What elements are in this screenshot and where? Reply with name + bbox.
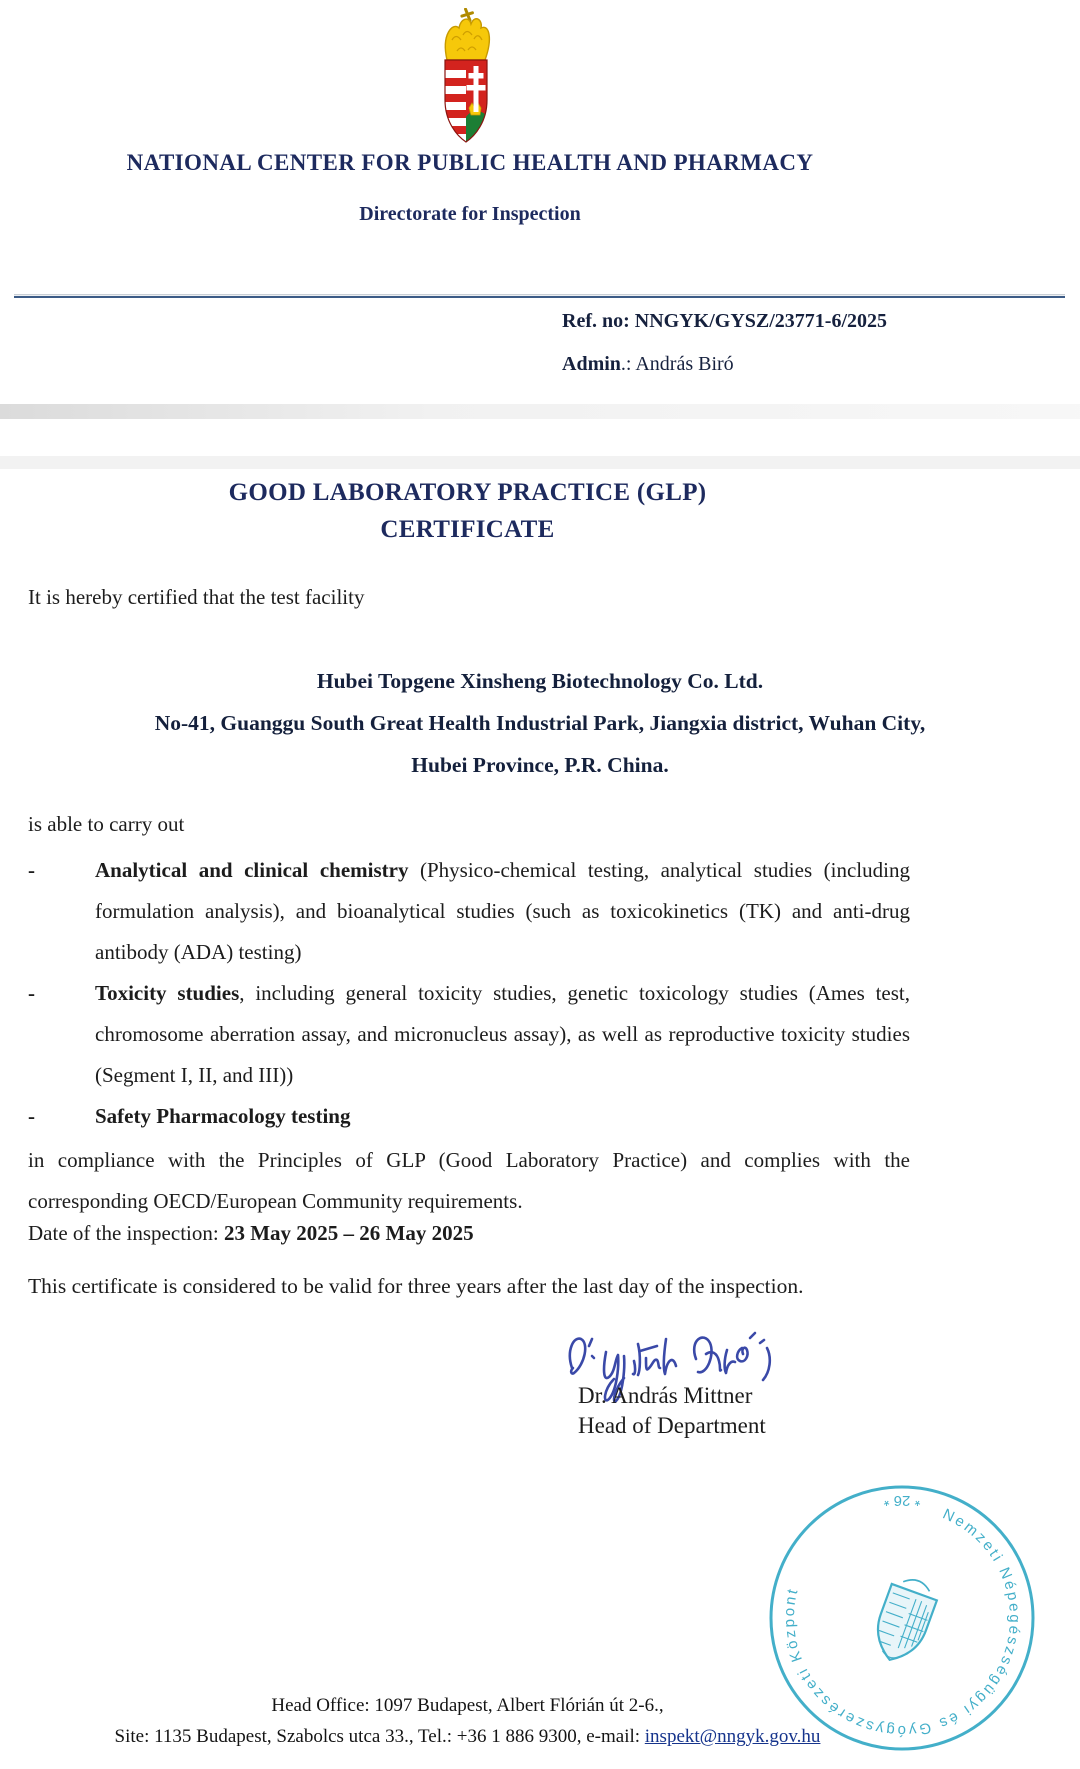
bullet-dash: -: [28, 981, 35, 1005]
facility-block: [35, 660, 1045, 786]
footer-head-office: Head Office: 1097 Budapest, Albert Flórián út 2-6.,: [271, 1695, 664, 1716]
bullet-dash: -: [28, 1104, 35, 1128]
bullet-dash: -: [28, 858, 35, 882]
coat-of-arms-graphic: [433, 8, 499, 148]
carry-out-text: is able to carry out: [28, 812, 185, 836]
facility-address-2: Hubei Province, P.R. China.: [411, 753, 669, 777]
facility-name: Hubei Topgene Xinsheng Biotechnology Co. Ltd.: [316, 669, 764, 693]
stamp-ring-text: Nemzeti Népegészségügyi és Gyógyszerészeti Központ: [780, 1505, 1024, 1740]
validity-text: This certificate is considered to be valid for three years after the last day of the inspection.: [28, 1274, 804, 1298]
scope-bold: Toxicity studies: [95, 981, 240, 1005]
stamp-number: * 26 *: [883, 1492, 921, 1509]
hungarian-coat-of-arms: [433, 8, 499, 153]
scan-artifact-band: [0, 456, 1080, 469]
list-item: [28, 973, 910, 1096]
intro-text: It is hereby certified that the test facility: [28, 585, 365, 609]
org-department: Directorate for Inspection: [359, 203, 581, 225]
scope-rest: (Physico-chemical testing, analytical studies (including formulation analysis), and bioanalytical studies (such as toxicokinetics (TK) and anti-drug antibody (ADA) testing): [95, 858, 910, 964]
reference-block: [562, 300, 887, 386]
ref-number: Ref. no: NNGYK/GYSZ/23771-6/2025: [562, 310, 887, 332]
list-item: [28, 1096, 910, 1137]
scope-rest: , including general toxicity studies, genetic toxicology studies (Ames test, chromosome aberration assay, and micronucleus assay), as well as reproductive toxicity studies (Segment I, II, and III)): [95, 981, 910, 1087]
admin-line: [562, 343, 887, 386]
inspection-date-line: [28, 1221, 928, 1246]
compliance-text: in compliance with the Principles of GLP (Good Laboratory Practice) and complies with the corresponding OECD/European Community requirements.: [28, 1148, 910, 1213]
org-name: NATIONAL CENTER FOR PUBLIC HEALTH AND PHARMACY: [126, 150, 814, 175]
signer-name: Dr. András Mittner: [578, 1383, 753, 1408]
footer: [0, 1690, 935, 1752]
inspection-date-label: Date of the inspection:: [28, 1221, 224, 1245]
scan-artifact-band: [0, 404, 1080, 419]
admin-label: Admin: [562, 353, 621, 375]
admin-value: .: András Biró: [620, 353, 734, 375]
footer-site-prefix: Site: 1135 Budapest, Szabolcs utca 33., Tel.: +36 1 886 9300, e-mail:: [114, 1726, 645, 1747]
stamp-center-emblem: [867, 1573, 941, 1668]
inspection-date-value: 23 May 2025 – 26 May 2025: [223, 1221, 474, 1245]
certificate-title-line1: GOOD LABORATORY PRACTICE (GLP): [228, 479, 707, 506]
signer-title: Head of Department: [578, 1413, 766, 1438]
scope-bold: Safety Pharmacology testing: [95, 1104, 351, 1128]
list-item: [28, 850, 910, 973]
facility-address-1: No-41, Guanggu South Great Health Industrial Park, Jiangxia district, Wuhan City,: [154, 711, 926, 735]
certificate-title-line2: CERTIFICATE: [380, 516, 555, 543]
certificate-title: [0, 474, 935, 548]
scope-list: [28, 850, 910, 1137]
email-link[interactable]: inspekt@nngyk.gov.hu: [644, 1726, 821, 1747]
scope-bold: Analytical and clinical chemistry: [95, 858, 409, 882]
footer-site-line: [0, 1721, 935, 1752]
header-divider: [14, 294, 1065, 298]
